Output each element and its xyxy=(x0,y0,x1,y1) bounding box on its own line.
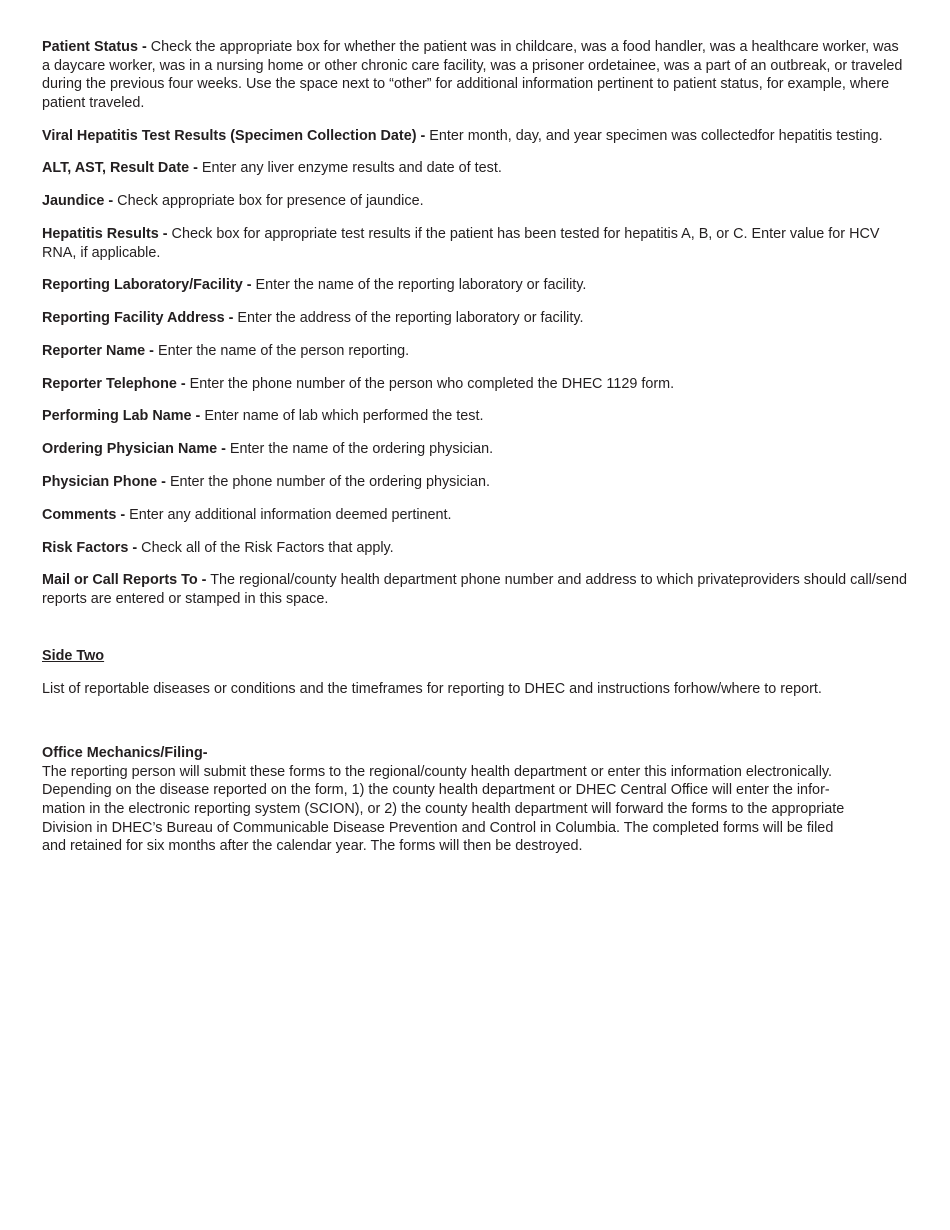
section-spacer xyxy=(42,698,908,744)
entry-label: Patient Status - xyxy=(42,39,147,55)
entry-label: Ordering Physician Name - xyxy=(42,441,226,458)
entry-label: Reporting Laboratory/Facility - xyxy=(42,277,252,294)
office-mechanics-line: Division in DHEC’s Bureau of Communicable Disease Prevention and Control in Columbia. The completed forms will be filed xyxy=(42,819,834,836)
entry-text: Enter any liver enzyme results and date of test. xyxy=(197,160,502,177)
entry-physician-phone xyxy=(42,473,908,492)
office-mechanics-line: and retained for six months after the calendar year. The forms will then be destroyed. xyxy=(42,838,583,855)
entry-label: Viral Hepatitis Test Results (Specimen Collection Date) - xyxy=(42,127,426,144)
entry-reporting-laboratory-facility xyxy=(42,276,908,295)
entry-text: Enter month, day, and year specimen was collectedfor hepatitis testing. xyxy=(425,127,883,144)
entry-label: Reporter Name - xyxy=(42,342,154,359)
section-spacer xyxy=(42,623,908,647)
entry-label: Risk Factors - xyxy=(42,539,138,556)
entry-text: The regional/county health department phone number and address to which privateproviders should call/send reports are entered or stamped in this space. xyxy=(42,572,907,607)
entry-text: Enter the address of the reporting laboratory or facility. xyxy=(233,310,584,327)
entry-viral-hepatitis-test-results xyxy=(42,127,908,146)
entry-jaundice xyxy=(42,192,908,211)
entry-label: Mail or Call Reports To - xyxy=(42,572,207,589)
entry-ordering-physician-name xyxy=(42,440,908,459)
entry-label: ALT, AST, Result Date - xyxy=(42,160,198,177)
instructions-page xyxy=(42,38,908,856)
entry-text: Check appropriate box for presence of jaundice. xyxy=(113,193,424,210)
entry-label: Jaundice - xyxy=(42,193,114,210)
entry-label: Reporter Telephone - xyxy=(42,375,186,392)
entry-text: Enter the phone number of the ordering physician. xyxy=(165,473,490,490)
entry-text: Enter the name of the reporting laboratory or facility. xyxy=(251,277,587,294)
entry-text: Enter any additional information deemed pertinent. xyxy=(125,506,452,523)
entry-label: Reporting Facility Address - xyxy=(42,310,234,327)
side-two-text: List of reportable diseases or conditions and the timeframes for reporting to DHEC and instructions forhow/where to report. xyxy=(42,680,822,697)
entry-comments xyxy=(42,506,908,525)
entry-hepatitis-results xyxy=(42,225,908,262)
entry-text: Enter name of lab which performed the test. xyxy=(200,408,484,425)
entry-alt-ast-result-date xyxy=(42,159,908,178)
entry-reporter-name xyxy=(42,342,908,361)
entry-label: Performing Lab Name - xyxy=(42,408,201,425)
entry-text: Check box for appropriate test results if the patient has been tested for hepatitis A, B, or C. Enter value for HCV RNA, if applicable. xyxy=(42,225,880,261)
office-mechanics-line: The reporting person will submit these forms to the regional/county health department or enter this information electronically. xyxy=(42,763,833,780)
entry-reporting-facility-address xyxy=(42,309,908,328)
entry-text: Enter the name of the person reporting. xyxy=(153,342,410,359)
office-mechanics-line: Depending on the disease reported on the form, 1) the county health department or DHEC Central Office will enter the infor- xyxy=(42,782,830,799)
entry-risk-factors xyxy=(42,539,908,558)
entry-text: Check the appropriate box for whether the patient was in childcare, was a food handler, was a healthcare worker, was a daycare worker, was in a nursing home or other chronic care facility, was a prisoner ordetainee, was a part of an outbreak, or traveled during the previous four weeks. Use the space next to “other” for additional information pertinent to patient status, for example, where patient traveled. xyxy=(42,39,903,111)
office-mechanics-body xyxy=(42,763,908,856)
entry-text: Enter the phone number of the person who completed the DHEC 1129 form. xyxy=(185,375,675,392)
side-two-heading: Side Two xyxy=(42,647,105,664)
entry-performing-lab-name xyxy=(42,407,908,426)
office-mechanics-heading: Office Mechanics/Filing- xyxy=(42,745,208,762)
entry-patient-status xyxy=(42,38,908,112)
entry-label: Physician Phone - xyxy=(42,473,166,490)
entry-mail-or-call-reports-to xyxy=(42,571,908,608)
entry-label: Hepatitis Results - xyxy=(42,225,168,242)
office-mechanics-line: mation in the electronic reporting system (SCION), or 2) the county health department will forward the forms to the appropriate xyxy=(42,801,845,818)
entry-reporter-telephone xyxy=(42,375,908,394)
entry-text: Check all of the Risk Factors that apply. xyxy=(137,539,394,556)
entry-label: Comments - xyxy=(42,506,126,523)
entry-text: Enter the name of the ordering physician. xyxy=(225,441,494,458)
